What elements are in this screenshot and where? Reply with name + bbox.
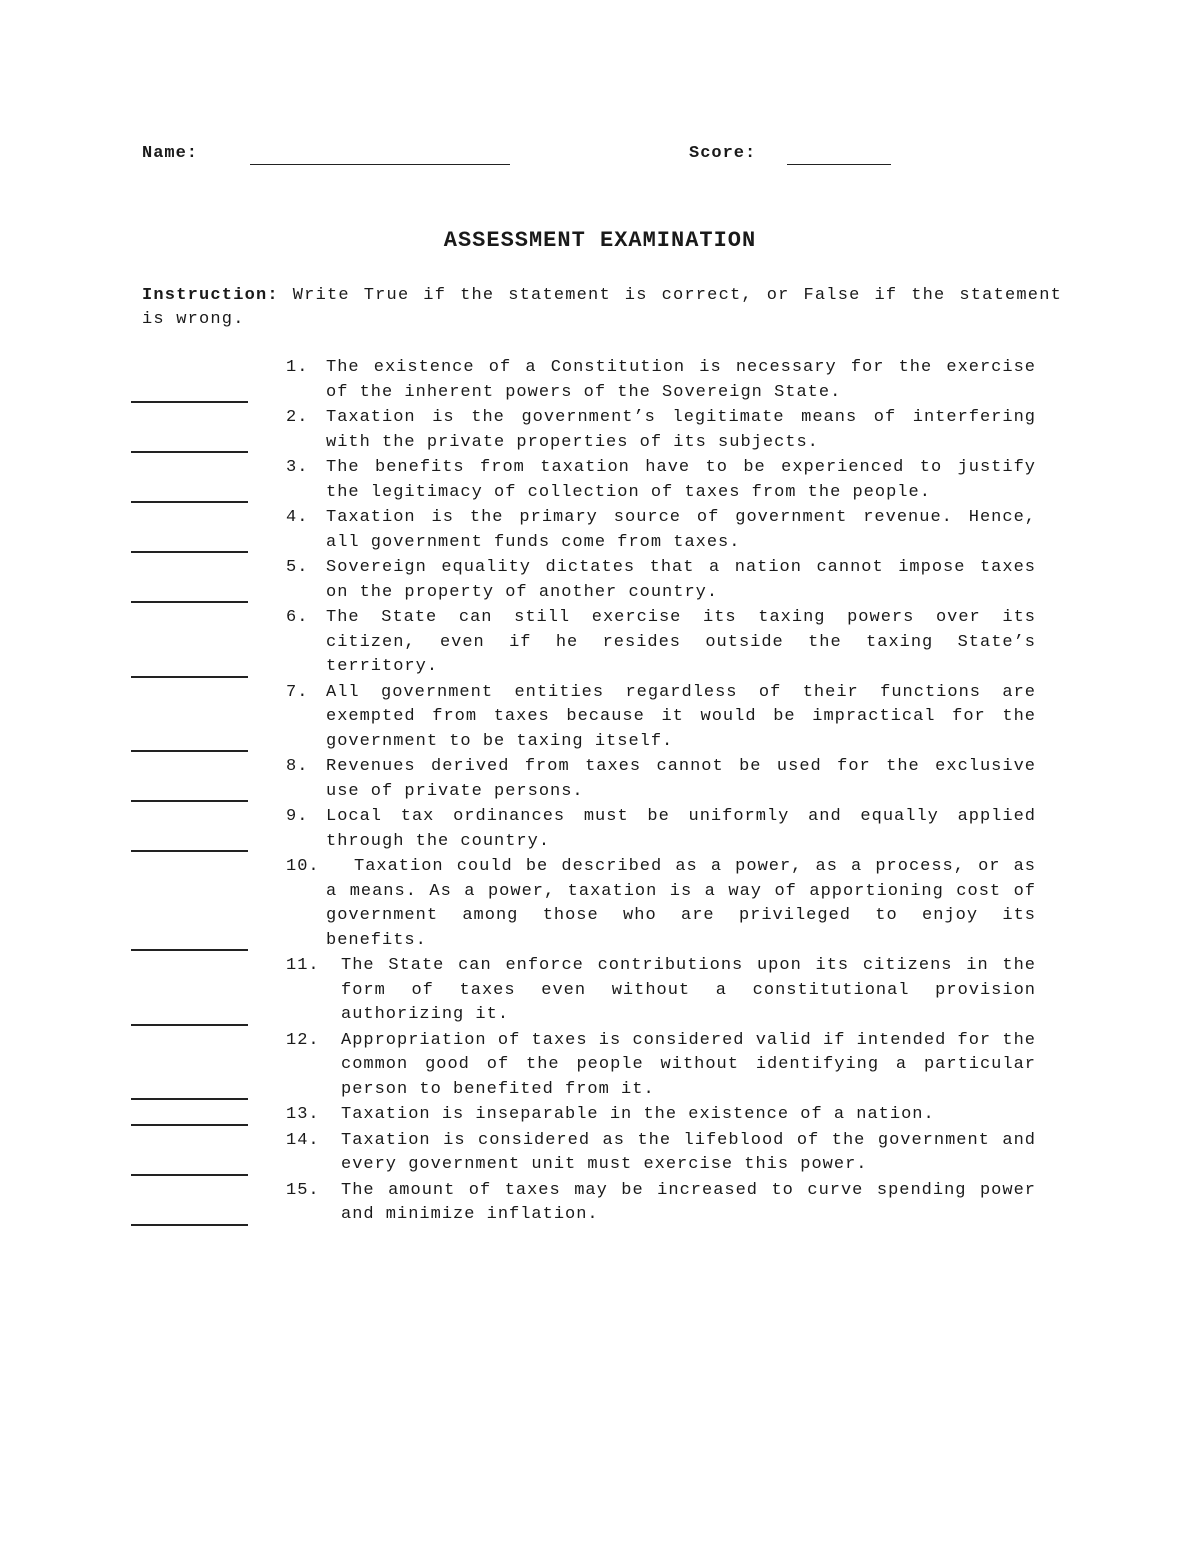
item-number: 14.: [286, 1130, 320, 1150]
list-item: [0, 456, 1200, 506]
list-item: [0, 506, 1200, 556]
list-item: [0, 681, 1200, 756]
item-number: 6.: [286, 608, 309, 627]
item-statement: Revenues derived from taxes cannot be used for the exclusive use of private persons.: [326, 757, 1036, 801]
item-number: 1.: [286, 358, 309, 377]
answer-blank[interactable]: [131, 1124, 248, 1126]
item-statement: The existence of a Constitution is necessary for the exercise of the inherent powers of the Sovereign State.: [326, 358, 1036, 402]
question-list: [0, 356, 1200, 1229]
item-statement: Taxation is inseparable in the existence of a nation.: [341, 1105, 935, 1124]
item-statement: Taxation is considered as the lifeblood of the government and every government unit must exercise this power.: [341, 1130, 1036, 1174]
item-statement: Local tax ordinances must be uniformly and equally applied through the country.: [326, 807, 1036, 851]
list-item: [0, 1103, 1200, 1129]
instruction-text: Write True if the statement is correct, or False if the statement is wrong.: [142, 286, 1062, 329]
name-blank[interactable]: [250, 164, 510, 165]
list-item: [0, 606, 1200, 681]
item-statement: Sovereign equality dictates that a nation cannot impose taxes on the property of another country.: [326, 558, 1036, 602]
list-item: [0, 406, 1200, 456]
item-number: 2.: [286, 408, 309, 427]
list-item: [0, 1129, 1200, 1179]
score-label: Score:: [689, 144, 757, 163]
answer-blank[interactable]: [131, 949, 248, 951]
answer-blank[interactable]: [131, 1224, 248, 1226]
item-number: 4.: [286, 508, 309, 527]
item-statement: The amount of taxes may be increased to curve spending power and minimize inflation.: [341, 1180, 1036, 1224]
item-number: 3.: [286, 458, 309, 477]
item-statement: The benefits from taxation have to be experienced to justify the legitimacy of collection of taxes from the people.: [326, 458, 1036, 502]
answer-blank[interactable]: [131, 676, 248, 678]
list-item: [0, 1179, 1200, 1229]
list-item: [0, 954, 1200, 1029]
answer-blank[interactable]: [131, 451, 248, 453]
item-statement: The State can enforce contributions upon its citizens in the form of taxes even without a constitutional provision authorizing it.: [341, 956, 1036, 1024]
list-item: [0, 1029, 1200, 1104]
list-item: [0, 755, 1200, 805]
item-statement: All government entities regardless of their functions are exempted from taxes because it would be impractical for the government to be taxing itself.: [326, 682, 1036, 751]
item-statement: Taxation is the government’s legitimate means of interfering with the private properties of its subjects.: [326, 408, 1036, 452]
item-number: 10.: [286, 857, 320, 876]
item-number: 7.: [286, 682, 309, 702]
score-blank[interactable]: [787, 164, 891, 165]
item-statement: The State can still exercise its taxing powers over its citizen, even if he resides outside the taxing State’s territory.: [326, 608, 1036, 676]
item-number: 8.: [286, 757, 309, 776]
answer-blank[interactable]: [131, 601, 248, 603]
answer-blank[interactable]: [131, 800, 248, 802]
item-statement: Taxation is the primary source of government revenue. Hence, all government funds come from taxes.: [326, 508, 1036, 552]
item-number: 5.: [286, 558, 309, 577]
item-number: 9.: [286, 807, 309, 826]
instruction: [142, 284, 1062, 332]
answer-blank[interactable]: [131, 401, 248, 403]
item-number: 13.: [286, 1105, 320, 1124]
item-statement: Appropriation of taxes is considered valid if intended for the common good of the people without identifying a particular person to benefited from it.: [341, 1030, 1036, 1099]
answer-blank[interactable]: [131, 850, 248, 852]
answer-blank[interactable]: [131, 551, 248, 553]
page-title: ASSESSMENT EXAMINATION: [443, 228, 757, 253]
answer-blank[interactable]: [131, 501, 248, 503]
name-label: Name:: [142, 144, 199, 163]
list-item: [0, 805, 1200, 855]
answer-blank[interactable]: [131, 1174, 248, 1176]
item-number: 15.: [286, 1180, 320, 1200]
answer-blank[interactable]: [131, 750, 248, 752]
list-item: [0, 556, 1200, 606]
header-row: [142, 144, 902, 168]
item-statement: Taxation could be described as a power, as a process, or as a means. As a power, taxation is a way of apportioning cost of government among those who are privileged to enjoy its benefits.: [326, 857, 1036, 950]
answer-blank[interactable]: [131, 1098, 248, 1100]
list-item: [0, 356, 1200, 406]
item-number: 12.: [286, 1030, 320, 1050]
item-number: 11.: [286, 956, 320, 975]
list-item: [0, 855, 1200, 954]
instruction-label: Instruction:: [142, 286, 279, 305]
answer-blank[interactable]: [131, 1024, 248, 1026]
